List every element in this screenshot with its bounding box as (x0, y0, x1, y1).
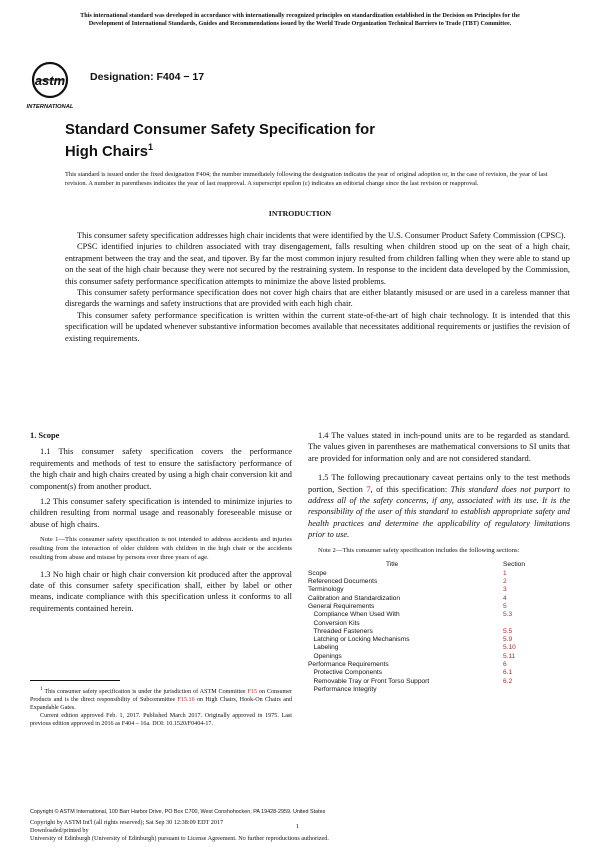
table-row (308, 603, 548, 611)
table-row (308, 686, 548, 694)
section-number-link[interactable]: 5.5 (503, 627, 513, 635)
table-row (308, 611, 548, 619)
table-row (308, 595, 548, 603)
section-title: Performance Integrity (308, 685, 377, 693)
table-row (308, 678, 548, 686)
page-number: 1 (296, 823, 300, 830)
section-title: Protective Components (308, 669, 383, 677)
section-title: Compliance When Used With (308, 611, 400, 619)
section-number-link[interactable]: 2 (503, 578, 507, 586)
section-title: Latching or Locking Mechanisms (308, 636, 410, 644)
table-row (308, 570, 548, 578)
wto-notice-line1: This international standard was developed in accordance with internationally recognized principles on standardization established in the Decision on Principles for the (80, 12, 520, 19)
download-line2: Downloaded/printed by (30, 827, 89, 834)
designation: Designation: F404 − 17 (90, 71, 205, 83)
link-section-7[interactable]: 7 (366, 484, 371, 494)
section-title: Threaded Fasteners (308, 627, 373, 635)
section-title: Referenced Documents (308, 578, 378, 586)
section-title: Scope (308, 569, 327, 577)
table-row (308, 653, 548, 661)
clause-1-2: 1.2 This consumer safety specification is intended to minimize injuries to children resulting from normal usage and reasonably foreseeable misuse or abuse of high chairs. (30, 497, 292, 529)
section-title: Conversion Kits (308, 619, 360, 627)
intro-paragraph: This consumer safety specification addresses high chair incidents that were identified by the U.S. Consumer Product Safety Commission (CPSC). (77, 231, 566, 240)
intro-paragraph: CPSC identified injuries to children associated with tray disengagement, falls resulting when children stood up on the seat of a high chair, entrapment between the tray and the seat, and tipover. By far the most common injury resulted from children falling when they were able to stand up on the seat of the high chair because they were not secured by the restraining system. In response to the incident data developed by the Commission, this consumer safety performance specification attempts to minimize the above listed problems. (65, 242, 570, 286)
section-number-link[interactable]: 1 (503, 569, 507, 577)
table-row (308, 628, 548, 636)
section-title: Performance Requirements (308, 661, 389, 669)
link-f15-16[interactable]: F15.16 (177, 697, 195, 704)
section-title: Labeling (308, 644, 339, 652)
table-row (308, 669, 548, 677)
footnote-text-b: on Consumer Products and is the direct responsibility of Subcommittee (30, 689, 292, 704)
astm-logo (26, 60, 74, 112)
left-column (30, 430, 292, 614)
note-1: Note 1—This consumer safety specification is not intended to address accidents and injuries resulting from the interaction of older children with children in the high chair or the accidents resulting from abuse and misuse by persons over three years of age. (30, 536, 292, 561)
table-row (308, 578, 548, 586)
footnote-edition: Current edition approved Feb. 1, 2017. Published March 2017. Originally approved in 1975. Last previous edition approved in 2016 as F404 – 16a. DOI: 10.1520/F0404-17. (30, 713, 292, 728)
clause-1-1: 1.1 This consumer safety specification covers the performance requirements and methods of test to ensure the satisfactory performance of the high chair and high chairs created by using a high chair conversion kit and component(s) from another product. (30, 447, 292, 491)
section-number-link[interactable]: 6 (503, 661, 507, 669)
section-title: Openings (308, 652, 342, 660)
issuance-note: This standard is issued under the fixed designation F404; the number immediately following the designation indicates the year of original adoption or, in the case of revision, the year of last revision. A number in parentheses indicates the year of last reapproval. A superscript epsilon (ε) indicates an editorial change since the last revision or reapproval. (65, 171, 548, 187)
right-column (308, 430, 570, 694)
section-title: Calibration and Standardization (308, 594, 401, 602)
clause-1-4: 1.4 The values stated in inch-pound units are to be regarded as standard. The values given in parentheses are mathematical conversions to SI units that are provided for information only and are not considered standard. (308, 431, 570, 463)
introduction-body (65, 230, 570, 344)
section-number-link[interactable]: 4 (503, 594, 507, 602)
table-row (308, 586, 548, 594)
section-number-link[interactable]: 5.10 (503, 644, 516, 652)
title-line2: High Chairs (65, 143, 149, 160)
clause-1-3: 1.3 No high chair or high chair conversion kit produced after the approval date of this consumer safety specification shall, either by label or other means, indicate compliance with this specification unless it conforms to all requirements contained herein. (30, 569, 292, 613)
table-row (308, 661, 548, 669)
section-title: Terminology (308, 586, 344, 594)
header-title: Title (386, 561, 399, 569)
introduction-heading: INTRODUCTION (268, 209, 332, 218)
section-number-link[interactable]: 5.9 (503, 636, 513, 644)
section-number-link[interactable]: 6.1 (503, 669, 513, 677)
clause-1-5-text-b: , of this specification: (370, 484, 451, 494)
svg-text:astm: astm (34, 73, 66, 88)
download-line3: University of Edinburgh (University of Edinburgh) pursuant to License Agreement. No further reproductions authorized. (30, 835, 329, 842)
clause-1-5 (308, 472, 570, 540)
table-header (308, 561, 548, 569)
sections-table (308, 561, 548, 694)
title-footnote-marker[interactable]: 1 (148, 142, 154, 152)
section-number-link[interactable]: 5.3 (503, 611, 513, 619)
section-number-link[interactable]: 5 (503, 602, 507, 610)
section-number-link[interactable]: 3 (503, 586, 507, 594)
note-2: Note 2—This consumer safety specification includes the following sections: (318, 546, 520, 554)
document-title (65, 122, 465, 161)
section-title: General Requirements (308, 602, 375, 610)
copyright-line: Copyright © ASTM International, 100 Barr Harbor Drive, PO Box C700, West Conshohocken, PA 19428-2959. United States (30, 809, 326, 815)
header-section: Section (503, 561, 525, 569)
footnote-text-a: This consumer safety specification is under the jurisdiction of ASTM Committee (44, 689, 248, 696)
download-line1: Copyright by ASTM Int'l (all rights reserved); Sat Sep 30 12:38:09 EDT 2017 (30, 819, 224, 826)
scope-heading: 1. Scope (30, 431, 60, 440)
table-row (308, 620, 548, 628)
svg-text:INTERNATIONAL: INTERNATIONAL (26, 104, 74, 110)
download-info (30, 819, 570, 843)
footnote-text-c: on High Chairs, Hook-On Chairs and Expandable Gates. (30, 697, 292, 712)
clause-1-5-text: 1.5 The following precautionary caveat pertains only to the test methods portion, Section (308, 473, 570, 494)
footnote-rule (30, 680, 120, 681)
table-row (308, 644, 548, 652)
link-f15[interactable]: F15 (247, 689, 258, 696)
section-title: Removable Tray or Front Torso Support (308, 677, 430, 685)
intro-paragraph: This consumer safety performance specification is written within the current state-of-the-art of high chair technology. It is intended that this specification will be updated whenever substantive information becomes available that necessitates additional requirements or justifies the revision of existing requirements. (65, 310, 570, 343)
wto-notice-line2: Development of International Standards, Guides and Recommendations issued by the World Trade Organization Technical Barriers to Trade (TBT) Committee. (88, 20, 512, 27)
wto-notice (30, 12, 570, 28)
section-number-link[interactable]: 5.11 (503, 652, 516, 660)
section-number-link[interactable]: 6.2 (503, 677, 513, 685)
title-line1: Standard Consumer Safety Specification for (65, 122, 375, 138)
intro-paragraph: This consumer safety performance specification does not cover high chairs that are either blatantly misused or are used in a careless manner that disregards the warnings and safety instructions that are provided with each high chair. (65, 288, 570, 309)
footnote: $^1$ This consumer safety specification is under the jurisdiction of ASTM Committee F15 on Consumer Products and is the direct responsibility of Subcommittee F15.16 on High Chairs, Hook-On Chairs and Expandable Gates. Current edition approved Feb. 1, 2017. Published March 2017. Originally approved in 1975. Last previous edition approved in 2016 as F404 – 16a. DOI: 10.1520/F0404-17. (30, 686, 292, 728)
caveat-italic: This standard does not purport to address all of the safety concerns, if any, associated with its use. It is the responsibility of the user of this standard to establish appropriate safety and health practices and determine the applicability of regulatory limitations prior to use. (308, 484, 570, 540)
table-row (308, 636, 548, 644)
